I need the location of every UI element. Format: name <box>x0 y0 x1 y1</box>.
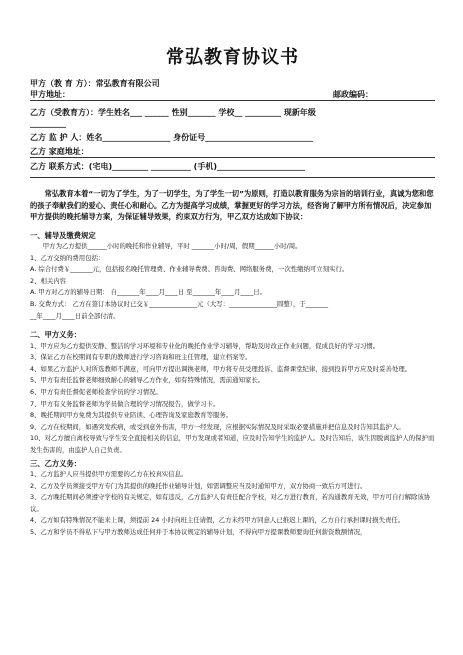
section1-line: 甲方为乙方提供______小时的晚托和作业辅导，平时 _______小时/周，假期______小时/周。 <box>42 242 302 250</box>
section1-line: A. 综合付费￥_______元，包括报名晚托管理费、作业辅导费费、咨询费、网络服务费，一次性缴纳可立刻实行。 <box>30 265 349 274</box>
party-a-name: 甲方（教 育 方）：常弘教育有限公司 <box>30 79 160 88</box>
party-a-block <box>30 78 435 101</box>
section3-line: 4、乙方如有特殊情况不能来上课，须提前 24 小时向班主任请假，乙方未经甲方同意人已推迟上课的，乙方自行承担课时损失责任。 <box>30 516 405 525</box>
guardian-line: 乙方 监 护 人：姓名_________________ 身份证号___________________________ <box>30 133 314 142</box>
page-title: 常弘教育协议书 <box>166 47 299 68</box>
section2-line: 5、甲方有责任监督老师细致耐心的辅导乙方作业，如有特殊情况，需前通知家长。 <box>30 376 265 385</box>
intro-paragraph: 常弘教育本着“一切为了学生，为了一切学生，为了学生一切”为原则，打造以教育服务为宗旨的培训行业，真诚为您和您的孩子奉献我们的爱心、责任心和耐心。乙方为提高学习成绩，掌握更好的学习方法，经咨询了解甲方所有情况后，决定参加甲方提供的晚托辅导方案，为保证辅导效果，约束双方行为，甲乙双方达成如下协议： <box>30 189 434 221</box>
section3-line: 3、乙方晚托期间必须遵守学校的有关规定，如有违反，乙方监护人有责任配合学校，对乙方进行教育，若沟通教育无效，甲方可自行解除该协议。 <box>30 493 431 513</box>
section3-line: 1、乙方监护人应当提供甲方需要的乙方在校真实信息。 <box>30 470 188 479</box>
section2-line: 9、乙方在校期间，如遇突发疾病，或受到意外伤害，甲方一经发现，应根据实际情况及时采取必要措施并把信息及时告知其监护人。 <box>30 422 405 431</box>
postcode-label: 邮政编码： <box>333 90 373 99</box>
section1-line: 2、相关内容 <box>30 276 67 285</box>
section1-line: __年____月____日前全部付清。 <box>30 311 120 320</box>
section3-body <box>30 469 435 539</box>
section1-line: 1、乙方交纳的费用包括： <box>30 253 105 262</box>
section2-heading: 二、甲方义务： <box>30 330 82 340</box>
party-a-address-row <box>30 89 435 101</box>
section2-line: 10、对乙方擅自离校导致与学生安全直接相关的信息，甲方发现或者知道，应及时告知学生的监护人。及时告知后，该生因脱离监护人的保护而发生伤害的，由监护人自己负责。 <box>30 434 435 454</box>
section2-line: 7、甲方有义务监督老师为学员做合理的学习情况报告，做学习卡。 <box>30 399 220 408</box>
contact-line: 乙方 联系方式：(宅电)_________ __________ (手机)______________________ <box>30 162 305 171</box>
party-a-address-label: 甲方地址： <box>30 90 70 99</box>
section2-body <box>30 341 435 457</box>
section1-heading: 一、辅导及缴费规定 <box>30 230 96 240</box>
section2-line: 3、保证乙方在校期间有专职的教师进行学习咨询和班主任管理，建立档案等。 <box>30 353 252 362</box>
student-line: 乙方（受教育方）：学生姓名___ ______ 性别_______ 学校__ _________ 现新年级 <box>30 108 316 117</box>
section3-line: 2、乙方及学员须接受甲方专门为其提供的晚托作业辅导计划，如需调整应当及时通知甲方，双方协商一致后方可进行。 <box>30 481 367 490</box>
section3-heading: 三、乙方义务： <box>30 458 82 468</box>
section1-body <box>30 241 435 322</box>
section2-line: 1、甲方应为乙方提供安静、整洁的学习环境和专业化的晚托作业学习辅导，帮助及时改正作业问题，促成良好的学习习惯。 <box>30 341 380 350</box>
section2-line: 8、晚托期间甲方免费为其提供专业陪读、心理咨询及家庭教育等服务。 <box>30 411 233 420</box>
divider <box>30 172 435 178</box>
section3-line: 5、乙方和学员不得私下与甲方教师达成任何并于本协议规定的辅导计划，不得向甲方提课教师要询任何薪资数额情况， <box>30 528 367 537</box>
party-b-block <box>30 107 435 178</box>
section1-line: B. 交费方式： 乙方在签订本协议时已交￥_______________元（大写：_______________圆整），于_______ <box>30 299 329 308</box>
home-address-line: 乙方 家庭地址： <box>30 146 435 158</box>
section2-line: 4、如果乙方监护人对所选教师不满意，可向甲方提出调换老师，甲方将专员受理投诉、监督课堂纪律，接到投诉甲方应及时妥善处理。 <box>30 364 412 373</box>
section1-line: A. 甲方对乙方的辅导日期： 自_______年____月____日 至_______年____月____日。 <box>30 288 267 297</box>
grade-continuation: _________ <box>30 119 66 128</box>
section2-line: 6、甲方有责任督促老师检查学员的学习情况。 <box>30 388 162 397</box>
